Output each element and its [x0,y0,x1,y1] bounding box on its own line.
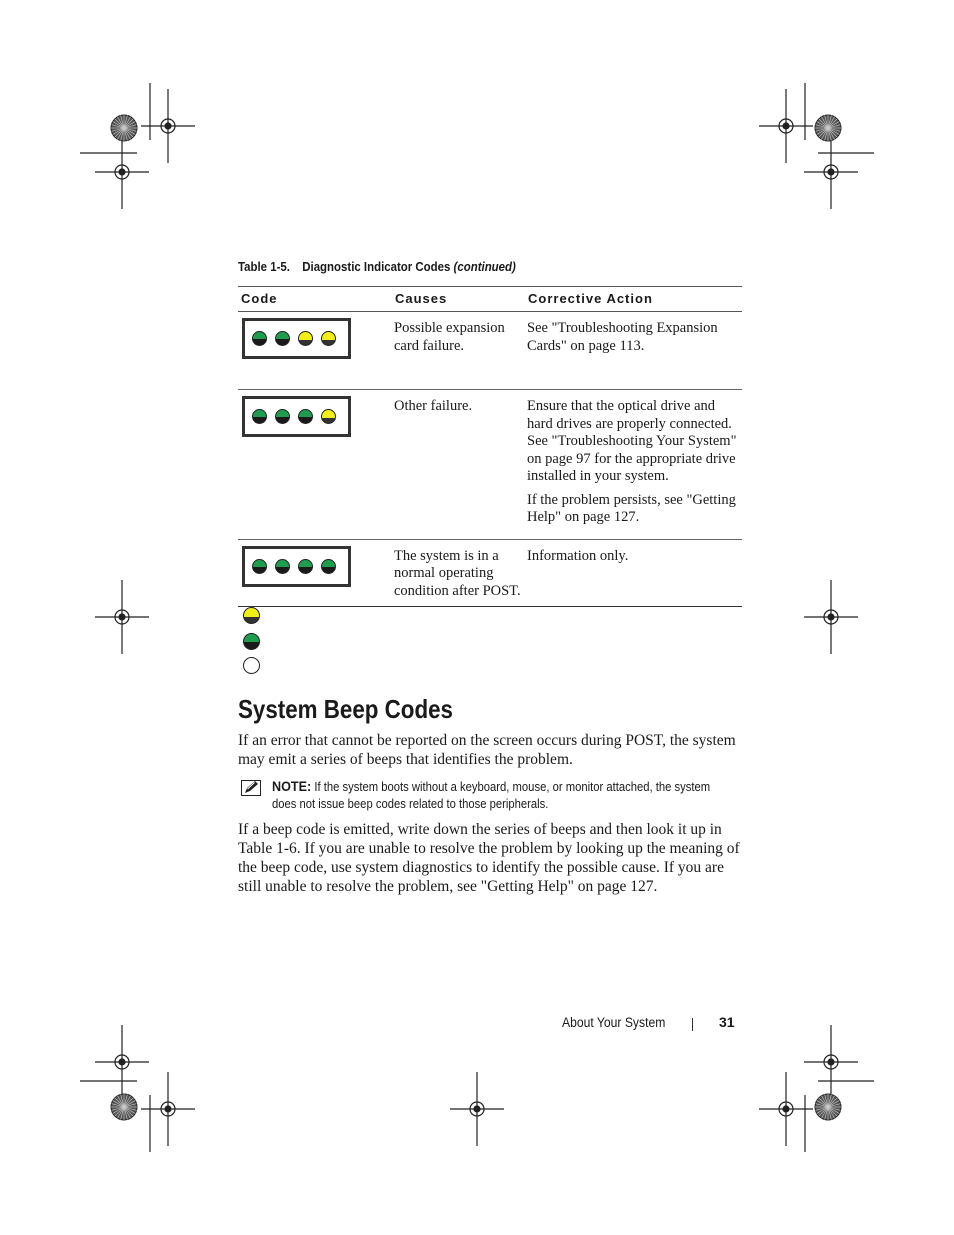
section-heading: System Beep Codes [238,694,453,724]
action-text: If the problem persists, see "Getting Help" on page 127. [527,491,736,525]
body-paragraph: If a beep code is emitted, write down the series of beeps and then look it up in Table 1-6. If you are unable to resolve the problem by looking up the meaning of the beep code, use system diagnostics to identify the possible cause. If you are still unable to resolve the problem, see "Getting Help" on page 127. [238,821,740,895]
led-2-icon [275,409,290,424]
footer-separator [692,1018,693,1031]
caption-number: Table 1-5. [238,259,290,274]
led-2-icon [275,559,290,574]
footer-chapter-title: About Your System [562,1015,666,1030]
code-cell [238,539,392,607]
led-indicator-panel [242,546,351,587]
led-4-icon [321,331,336,346]
table-header-row [238,287,742,312]
column-header-causes: Causes [392,287,525,312]
action-text: Ensure that the optical drive and hard drives are properly connected. See "Troubleshooting Your System" on page 97 for the appropriate drive installed in your system. [527,398,737,484]
led-2-icon [275,331,290,346]
cause-cell: Other failure. [392,390,525,540]
intro-paragraph: If an error that cannot be reported on the screen occurs during POST, the system may emit a series of beeps that identifies the problem. [238,732,736,768]
led-3-icon [298,331,313,346]
footer-page-number: 31 [719,1014,735,1030]
caption-title: Diagnostic Indicator Codes [302,259,451,274]
led-indicator-panel [242,396,351,437]
action-cell [525,312,742,390]
legend-yellow-led-icon [243,607,260,624]
action-text: See "Troubleshooting Expansion Cards" on page 113. [527,320,718,354]
column-header-code: Code [238,287,392,312]
led-4-icon [321,409,336,424]
legend-green-led-icon [243,633,260,650]
legend-off-led-icon [243,657,260,674]
note-body: If the system boots without a keyboard, mouse, or monitor attached, the system does not issue beep codes related to those peripherals. [272,780,711,811]
led-indicator-panel [242,318,351,359]
table-row [238,539,742,607]
cause-cell: Possible expansion card failure. [392,312,525,390]
led-1-icon [252,409,267,424]
note-pencil-icon [241,780,261,796]
action-cell [525,539,742,607]
code-cell [238,312,392,390]
action-text: Information only. [527,547,629,564]
table-row [238,312,742,390]
cause-cell: The system is in a normal operating condition after POST. [392,539,525,607]
table-caption [238,259,516,274]
led-1-icon [252,331,267,346]
note-text [272,778,713,813]
led-3-icon [298,559,313,574]
diagnostic-codes-table [238,286,742,607]
table-row [238,390,742,540]
led-1-icon [252,559,267,574]
led-3-icon [298,409,313,424]
column-header-corrective-action: Corrective Action [525,287,742,312]
caption-suffix: (continued) [453,259,516,274]
action-cell [525,390,742,540]
note-label: NOTE: [272,778,312,794]
code-cell [238,390,392,540]
led-4-icon [321,559,336,574]
